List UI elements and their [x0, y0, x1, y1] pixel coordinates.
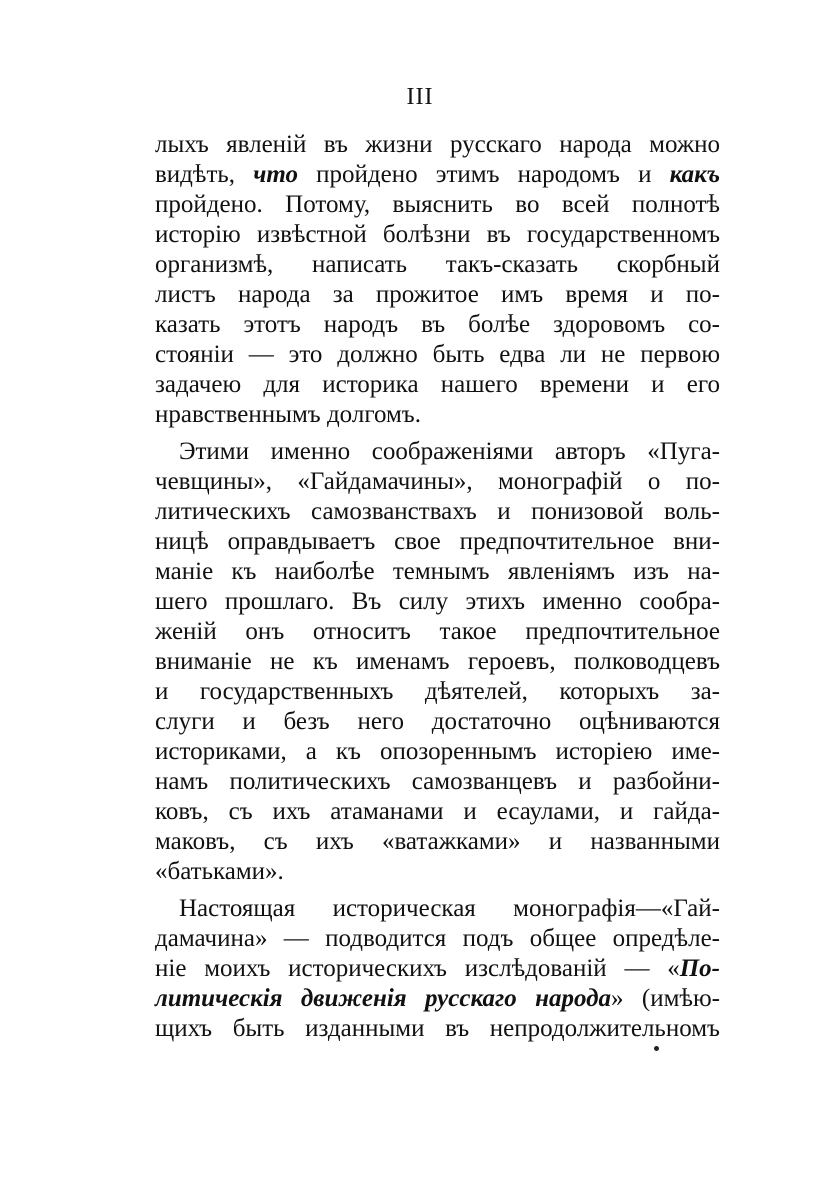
- text-line: листъ народа за прожитое имъ время и по-: [155, 281, 720, 308]
- text-line: ковъ, съ ихъ атаманами и есаулами, и гайда-: [155, 798, 720, 825]
- italic-word: какъ: [669, 161, 720, 188]
- text-line: и государственныхъ дѣятелей, которыхъ за-: [155, 678, 720, 705]
- paragraph-1: [155, 130, 720, 430]
- body-text: [155, 130, 720, 1044]
- text-line: лыхъ явленій въ жизни русскаго народа можно: [155, 131, 720, 158]
- text-line: стояніи — это должно быть едва ли не первою: [155, 341, 720, 368]
- italic-word: что: [253, 161, 298, 188]
- text-line: слуги и безъ него достаточно оцѣниваются: [155, 708, 720, 735]
- text-line: ницѣ оправдываетъ свое предпочтительное вни-: [155, 528, 720, 555]
- text-line: Настоящая историческая монографія—«Гай-: [179, 895, 720, 922]
- text-line: казать этотъ народъ въ болѣе здоровомъ со-: [155, 311, 720, 338]
- text-line: организмѣ, написать такъ-сказать скорбный: [155, 251, 720, 278]
- text-line: нравственнымъ долгомъ.: [155, 401, 421, 428]
- text-line: маніе къ наиболѣе темнымъ явленіямъ изъ на-: [155, 558, 720, 585]
- text-line: ніе моихъ историческихъ изслѣдованій — «По-: [155, 955, 720, 982]
- text-line: чевщины», «Гайдамачины», монографій о по-: [155, 468, 720, 495]
- text-line: литическихъ самозванствахъ и понизовой воль-: [155, 498, 720, 525]
- text-line: женій онъ относитъ такое предпочтительное: [155, 618, 720, 645]
- text-line: литическія движенія русскаго народа» (имѣю-: [155, 985, 720, 1012]
- text-line: пройдено. Потому, выяснить во всей полнотѣ: [155, 191, 720, 218]
- italic-word: По-: [679, 955, 720, 982]
- text-line: шего прошлаго. Въ силу этихъ именно сообра-: [155, 588, 720, 615]
- text-line: дамачина» — подводится подъ общее опредѣле-: [155, 925, 720, 952]
- text-line: историками, а къ опозореннымъ исторіею име-: [155, 738, 720, 765]
- text-line: маковъ, съ ихъ «ватажками» и названными: [155, 828, 720, 855]
- paragraph-2: [155, 437, 720, 887]
- text-line: видѣть, что пройдено этимъ народомъ и какъ: [155, 161, 720, 188]
- text-line: «батьками».: [155, 858, 284, 885]
- text-line: намъ политическихъ самозванцевъ и разбойни-: [155, 768, 720, 795]
- text-line: щихъ быть изданными въ непродолжительномъ: [155, 1015, 720, 1042]
- text-line: Этими именно соображеніями авторъ «Пуга-: [179, 438, 720, 465]
- paragraph-3: [155, 894, 720, 1044]
- text-line: исторію извѣстной болѣзни въ государственномъ: [155, 221, 720, 248]
- italic-phrase: литическія движенія русскаго народа: [155, 985, 612, 1012]
- page-number: III: [406, 84, 434, 110]
- ink-speck: [654, 1046, 659, 1051]
- text-line: вниманіе не къ именамъ героевъ, полководцевъ: [155, 648, 720, 675]
- text-line: задачею для историка нашего времени и его: [155, 371, 720, 398]
